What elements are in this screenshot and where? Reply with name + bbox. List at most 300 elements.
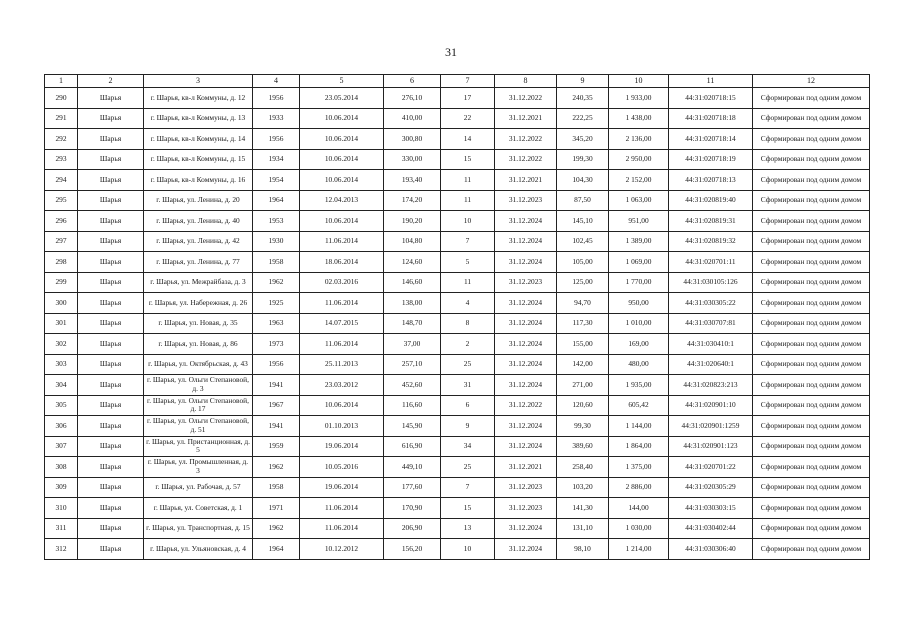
cell-address: г. Шарья, ул. Транспортная, д. 15	[144, 518, 253, 539]
cell-row-number: 308	[45, 457, 78, 478]
cell-address: г. Шарья, ул. Ленина, д. 77	[144, 252, 253, 273]
cell-living-area: 94,70	[557, 293, 609, 314]
table-row	[45, 498, 870, 519]
column-header: 11	[669, 75, 753, 88]
cell-date: 10.06.2014	[300, 170, 384, 191]
cell-area: 616,90	[384, 436, 441, 457]
cell-row-number: 293	[45, 149, 78, 170]
cell-area: 206,90	[384, 518, 441, 539]
cell-address: г. Шарья, ул. Промышленная, д. 3	[144, 457, 253, 478]
cell-area: 177,60	[384, 477, 441, 498]
cell-city: Шарья	[78, 149, 144, 170]
cell-year-built: 1964	[253, 190, 300, 211]
cell-cadastral-number: 44:31:030402:44	[669, 518, 753, 539]
table-header-row	[45, 75, 870, 88]
cell-row-number: 297	[45, 231, 78, 252]
cell-address: г. Шарья, ул. Пристанционная, д. 5	[144, 436, 253, 457]
table-row	[45, 211, 870, 232]
cell-area: 300,80	[384, 129, 441, 150]
cell-city: Шарья	[78, 211, 144, 232]
cell-residents: 7	[441, 231, 495, 252]
cell-deadline: 31.12.2024	[495, 518, 557, 539]
cell-city: Шарья	[78, 272, 144, 293]
cell-land-area: 480,00	[609, 354, 669, 375]
cell-cadastral-number: 44:31:020305:29	[669, 477, 753, 498]
cell-living-area: 145,10	[557, 211, 609, 232]
cell-land-area: 1 214,00	[609, 539, 669, 560]
cell-deadline: 31.12.2024	[495, 354, 557, 375]
cell-row-number: 292	[45, 129, 78, 150]
cell-year-built: 1934	[253, 149, 300, 170]
cell-residents: 10	[441, 539, 495, 560]
cell-city: Шарья	[78, 518, 144, 539]
cell-land-status: Сформирован под одним домом	[753, 477, 870, 498]
cell-city: Шарья	[78, 436, 144, 457]
cell-cadastral-number: 44:31:030707:81	[669, 313, 753, 334]
cell-city: Шарья	[78, 477, 144, 498]
cell-address: г. Шарья, ул. Набережная, д. 26	[144, 293, 253, 314]
cell-land-area: 2 152,00	[609, 170, 669, 191]
cell-living-area: 103,20	[557, 477, 609, 498]
cell-living-area: 389,60	[557, 436, 609, 457]
cell-deadline: 31.12.2022	[495, 395, 557, 416]
cell-date: 10.06.2014	[300, 149, 384, 170]
cell-year-built: 1925	[253, 293, 300, 314]
cell-deadline: 31.12.2024	[495, 313, 557, 334]
cell-city: Шарья	[78, 170, 144, 191]
cell-row-number: 299	[45, 272, 78, 293]
cell-cadastral-number: 44:31:020701:11	[669, 252, 753, 273]
cell-deadline: 31.12.2021	[495, 170, 557, 191]
column-header: 6	[384, 75, 441, 88]
cell-land-area: 1 933,00	[609, 88, 669, 109]
cell-cadastral-number: 44:31:020640:1	[669, 354, 753, 375]
cell-year-built: 1956	[253, 129, 300, 150]
cell-row-number: 311	[45, 518, 78, 539]
table-row	[45, 436, 870, 457]
cell-living-area: 104,30	[557, 170, 609, 191]
cell-date: 19.06.2014	[300, 436, 384, 457]
page-number: 31	[445, 45, 457, 59]
column-header: 9	[557, 75, 609, 88]
cell-address: г. Шарья, ул. Октябрьская, д. 43	[144, 354, 253, 375]
cell-living-area: 105,00	[557, 252, 609, 273]
cell-land-area: 2 886,00	[609, 477, 669, 498]
cell-area: 257,10	[384, 354, 441, 375]
column-header: 8	[495, 75, 557, 88]
cell-living-area: 345,20	[557, 129, 609, 150]
cell-land-area: 605,42	[609, 395, 669, 416]
cell-land-area: 2 950,00	[609, 149, 669, 170]
cell-cadastral-number: 44:31:020718:15	[669, 88, 753, 109]
cell-land-status: Сформирован под одним домом	[753, 539, 870, 560]
cell-land-status: Сформирован под одним домом	[753, 129, 870, 150]
cell-land-status: Сформирован под одним домом	[753, 88, 870, 109]
cell-city: Шарья	[78, 108, 144, 129]
cell-row-number: 306	[45, 416, 78, 437]
table-row	[45, 477, 870, 498]
cell-land-status: Сформирован под одним домом	[753, 334, 870, 355]
column-header: 5	[300, 75, 384, 88]
table-row	[45, 334, 870, 355]
cell-area: 190,20	[384, 211, 441, 232]
cell-row-number: 290	[45, 88, 78, 109]
cell-address: г. Шарья, ул. Советская, д. 1	[144, 498, 253, 519]
cell-deadline: 31.12.2024	[495, 293, 557, 314]
cell-deadline: 31.12.2024	[495, 252, 557, 273]
column-header: 7	[441, 75, 495, 88]
cell-living-area: 258,40	[557, 457, 609, 478]
cell-year-built: 1962	[253, 457, 300, 478]
cell-date: 25.11.2013	[300, 354, 384, 375]
cell-land-status: Сформирован под одним домом	[753, 252, 870, 273]
cell-area: 170,90	[384, 498, 441, 519]
cell-cadastral-number: 44:31:020718:13	[669, 170, 753, 191]
cell-land-area: 1 010,00	[609, 313, 669, 334]
cell-cadastral-number: 44:31:020819:32	[669, 231, 753, 252]
cell-living-area: 131,10	[557, 518, 609, 539]
cell-address: г. Шарья, ул. Межрайбаза, д. 3	[144, 272, 253, 293]
cell-living-area: 117,30	[557, 313, 609, 334]
cell-land-status: Сформирован под одним домом	[753, 190, 870, 211]
cell-area: 104,80	[384, 231, 441, 252]
cell-land-area: 1 935,00	[609, 375, 669, 396]
cell-land-area: 144,00	[609, 498, 669, 519]
cell-residents: 15	[441, 149, 495, 170]
cell-year-built: 1967	[253, 395, 300, 416]
cell-land-status: Сформирован под одним домом	[753, 395, 870, 416]
cell-deadline: 31.12.2021	[495, 108, 557, 129]
cell-area: 148,70	[384, 313, 441, 334]
housing-registry-table	[44, 74, 870, 560]
cell-year-built: 1941	[253, 375, 300, 396]
cell-living-area: 87,50	[557, 190, 609, 211]
cell-area: 138,00	[384, 293, 441, 314]
cell-cadastral-number: 44:31:020819:40	[669, 190, 753, 211]
cell-address: г. Шарья, кв-л Коммуны, д. 13	[144, 108, 253, 129]
cell-land-area: 1 438,00	[609, 108, 669, 129]
cell-date: 11.06.2014	[300, 334, 384, 355]
cell-city: Шарья	[78, 293, 144, 314]
cell-city: Шарья	[78, 395, 144, 416]
cell-year-built: 1941	[253, 416, 300, 437]
cell-living-area: 240,35	[557, 88, 609, 109]
cell-deadline: 31.12.2023	[495, 272, 557, 293]
table-row	[45, 272, 870, 293]
cell-date: 10.06.2014	[300, 211, 384, 232]
cell-city: Шарья	[78, 375, 144, 396]
cell-date: 12.04.2013	[300, 190, 384, 211]
cell-cadastral-number: 44:31:030306:40	[669, 539, 753, 560]
cell-land-status: Сформирован под одним домом	[753, 375, 870, 396]
cell-residents: 6	[441, 395, 495, 416]
cell-deadline: 31.12.2022	[495, 88, 557, 109]
cell-deadline: 31.12.2024	[495, 416, 557, 437]
cell-year-built: 1973	[253, 334, 300, 355]
cell-date: 11.06.2014	[300, 231, 384, 252]
cell-deadline: 31.12.2024	[495, 334, 557, 355]
cell-deadline: 31.12.2024	[495, 436, 557, 457]
cell-address: г. Шарья, кв-л Коммуны, д. 15	[144, 149, 253, 170]
cell-area: 330,00	[384, 149, 441, 170]
table-row	[45, 539, 870, 560]
cell-deadline: 31.12.2024	[495, 539, 557, 560]
cell-living-area: 98,10	[557, 539, 609, 560]
cell-city: Шарья	[78, 334, 144, 355]
cell-land-status: Сформирован под одним домом	[753, 518, 870, 539]
column-header: 2	[78, 75, 144, 88]
cell-land-status: Сформирован под одним домом	[753, 108, 870, 129]
cell-date: 10.12.2012	[300, 539, 384, 560]
cell-deadline: 31.12.2024	[495, 211, 557, 232]
cell-residents: 5	[441, 252, 495, 273]
cell-address: г. Шарья, кв-л Коммуны, д. 16	[144, 170, 253, 191]
cell-deadline: 31.12.2023	[495, 190, 557, 211]
table-row	[45, 293, 870, 314]
cell-address: г. Шарья, ул. Ленина, д. 40	[144, 211, 253, 232]
table-row	[45, 375, 870, 396]
cell-address: г. Шарья, ул. Ольги Степановой, д. 3	[144, 375, 253, 396]
cell-land-area: 1 144,00	[609, 416, 669, 437]
cell-living-area: 199,30	[557, 149, 609, 170]
cell-city: Шарья	[78, 354, 144, 375]
cell-living-area: 222,25	[557, 108, 609, 129]
cell-year-built: 1963	[253, 313, 300, 334]
cell-land-status: Сформирован под одним домом	[753, 149, 870, 170]
cell-area: 145,90	[384, 416, 441, 437]
cell-date: 11.06.2014	[300, 498, 384, 519]
cell-date: 10.06.2014	[300, 395, 384, 416]
cell-city: Шарья	[78, 252, 144, 273]
cell-city: Шарья	[78, 539, 144, 560]
cell-land-area: 1 063,00	[609, 190, 669, 211]
cell-residents: 14	[441, 129, 495, 150]
cell-city: Шарья	[78, 416, 144, 437]
cell-residents: 11	[441, 190, 495, 211]
cell-land-area: 1 389,00	[609, 231, 669, 252]
cell-area: 174,20	[384, 190, 441, 211]
cell-land-status: Сформирован под одним домом	[753, 498, 870, 519]
cell-address: г. Шарья, кв-л Коммуны, д. 14	[144, 129, 253, 150]
cell-date: 19.06.2014	[300, 477, 384, 498]
column-header: 4	[253, 75, 300, 88]
cell-year-built: 1964	[253, 539, 300, 560]
table-row	[45, 354, 870, 375]
cell-cadastral-number: 44:31:020901:1259	[669, 416, 753, 437]
cell-cadastral-number: 44:31:030410:1	[669, 334, 753, 355]
cell-row-number: 302	[45, 334, 78, 355]
cell-area: 124,60	[384, 252, 441, 273]
cell-year-built: 1971	[253, 498, 300, 519]
cell-address: г. Шарья, ул. Рабочая, д. 57	[144, 477, 253, 498]
cell-residents: 7	[441, 477, 495, 498]
cell-cadastral-number: 44:31:020718:18	[669, 108, 753, 129]
cell-area: 193,40	[384, 170, 441, 191]
cell-row-number: 294	[45, 170, 78, 191]
cell-residents: 11	[441, 170, 495, 191]
cell-deadline: 31.12.2021	[495, 457, 557, 478]
cell-cadastral-number: 44:31:020819:31	[669, 211, 753, 232]
cell-cadastral-number: 44:31:020701:22	[669, 457, 753, 478]
cell-area: 276,10	[384, 88, 441, 109]
cell-row-number: 305	[45, 395, 78, 416]
cell-area: 37,00	[384, 334, 441, 355]
cell-city: Шарья	[78, 313, 144, 334]
table-row	[45, 149, 870, 170]
table-row	[45, 88, 870, 109]
cell-row-number: 310	[45, 498, 78, 519]
cell-city: Шарья	[78, 190, 144, 211]
cell-city: Шарья	[78, 129, 144, 150]
cell-date: 01.10.2013	[300, 416, 384, 437]
cell-date: 23.05.2014	[300, 88, 384, 109]
cell-cadastral-number: 44:31:030105:126	[669, 272, 753, 293]
cell-residents: 2	[441, 334, 495, 355]
cell-city: Шарья	[78, 88, 144, 109]
cell-deadline: 31.12.2023	[495, 477, 557, 498]
cell-year-built: 1962	[253, 518, 300, 539]
table-row	[45, 395, 870, 416]
cell-residents: 34	[441, 436, 495, 457]
cell-area: 410,00	[384, 108, 441, 129]
cell-date: 11.06.2014	[300, 518, 384, 539]
table-row	[45, 170, 870, 191]
cell-land-status: Сформирован под одним домом	[753, 231, 870, 252]
cell-land-status: Сформирован под одним домом	[753, 211, 870, 232]
cell-date: 23.03.2012	[300, 375, 384, 396]
cell-residents: 11	[441, 272, 495, 293]
cell-address: г. Шарья, ул. Ольги Степановой, д. 51	[144, 416, 253, 437]
cell-residents: 25	[441, 354, 495, 375]
cell-city: Шарья	[78, 457, 144, 478]
cell-land-status: Сформирован под одним домом	[753, 313, 870, 334]
cell-residents: 9	[441, 416, 495, 437]
cell-deadline: 31.12.2023	[495, 498, 557, 519]
cell-residents: 10	[441, 211, 495, 232]
cell-area: 449,10	[384, 457, 441, 478]
table-row	[45, 518, 870, 539]
cell-date: 10.05.2016	[300, 457, 384, 478]
cell-year-built: 1958	[253, 252, 300, 273]
cell-living-area: 99,30	[557, 416, 609, 437]
table-body	[45, 88, 870, 560]
cell-area: 156,20	[384, 539, 441, 560]
cell-date: 14.07.2015	[300, 313, 384, 334]
cell-address: г. Шарья, ул. Новая, д. 86	[144, 334, 253, 355]
cell-residents: 4	[441, 293, 495, 314]
cell-year-built: 1958	[253, 477, 300, 498]
cell-land-area: 169,00	[609, 334, 669, 355]
cell-cadastral-number: 44:31:020823:213	[669, 375, 753, 396]
column-header: 10	[609, 75, 669, 88]
cell-cadastral-number: 44:31:030303:15	[669, 498, 753, 519]
cell-deadline: 31.12.2022	[495, 129, 557, 150]
cell-row-number: 291	[45, 108, 78, 129]
cell-residents: 13	[441, 518, 495, 539]
cell-cadastral-number: 44:31:020901:10	[669, 395, 753, 416]
cell-living-area: 141,30	[557, 498, 609, 519]
table-row	[45, 313, 870, 334]
cell-row-number: 301	[45, 313, 78, 334]
cell-living-area: 102,45	[557, 231, 609, 252]
cell-city: Шарья	[78, 498, 144, 519]
cell-cadastral-number: 44:31:030305:22	[669, 293, 753, 314]
cell-year-built: 1956	[253, 88, 300, 109]
table-row	[45, 108, 870, 129]
cell-date: 18.06.2014	[300, 252, 384, 273]
cell-row-number: 309	[45, 477, 78, 498]
cell-living-area: 155,00	[557, 334, 609, 355]
cell-land-status: Сформирован под одним домом	[753, 436, 870, 457]
cell-cadastral-number: 44:31:020901:123	[669, 436, 753, 457]
cell-residents: 17	[441, 88, 495, 109]
cell-residents: 22	[441, 108, 495, 129]
cell-land-area: 1 770,00	[609, 272, 669, 293]
cell-land-status: Сформирован под одним домом	[753, 170, 870, 191]
cell-land-area: 2 136,00	[609, 129, 669, 150]
column-header: 3	[144, 75, 253, 88]
cell-residents: 25	[441, 457, 495, 478]
table-row	[45, 129, 870, 150]
cell-row-number: 295	[45, 190, 78, 211]
cell-deadline: 31.12.2024	[495, 231, 557, 252]
cell-living-area: 125,00	[557, 272, 609, 293]
cell-year-built: 1959	[253, 436, 300, 457]
cell-area: 452,60	[384, 375, 441, 396]
cell-area: 116,60	[384, 395, 441, 416]
cell-year-built: 1962	[253, 272, 300, 293]
column-header: 12	[753, 75, 870, 88]
cell-address: г. Шарья, ул. Ленина, д. 20	[144, 190, 253, 211]
cell-year-built: 1956	[253, 354, 300, 375]
cell-deadline: 31.12.2022	[495, 149, 557, 170]
cell-land-area: 1 864,00	[609, 436, 669, 457]
cell-cadastral-number: 44:31:020718:19	[669, 149, 753, 170]
cell-row-number: 312	[45, 539, 78, 560]
cell-row-number: 296	[45, 211, 78, 232]
cell-year-built: 1933	[253, 108, 300, 129]
cell-date: 02.03.2016	[300, 272, 384, 293]
cell-address: г. Шарья, ул. Ленина, д. 42	[144, 231, 253, 252]
cell-living-area: 120,60	[557, 395, 609, 416]
cell-living-area: 142,00	[557, 354, 609, 375]
cell-date: 10.06.2014	[300, 129, 384, 150]
cell-cadastral-number: 44:31:020718:14	[669, 129, 753, 150]
cell-address: г. Шарья, кв-л Коммуны, д. 12	[144, 88, 253, 109]
table-row	[45, 457, 870, 478]
cell-address: г. Шарья, ул. Ольги Степановой, д. 17	[144, 395, 253, 416]
cell-date: 11.06.2014	[300, 293, 384, 314]
cell-land-status: Сформирован под одним домом	[753, 293, 870, 314]
cell-row-number: 300	[45, 293, 78, 314]
cell-land-area: 1 069,00	[609, 252, 669, 273]
cell-row-number: 303	[45, 354, 78, 375]
cell-year-built: 1953	[253, 211, 300, 232]
table-row	[45, 190, 870, 211]
cell-land-area: 1 375,00	[609, 457, 669, 478]
cell-address: г. Шарья, ул. Новая, д. 35	[144, 313, 253, 334]
column-header: 1	[45, 75, 78, 88]
cell-land-area: 1 030,00	[609, 518, 669, 539]
cell-deadline: 31.12.2024	[495, 375, 557, 396]
cell-city: Шарья	[78, 231, 144, 252]
cell-year-built: 1930	[253, 231, 300, 252]
cell-land-area: 950,00	[609, 293, 669, 314]
cell-living-area: 271,00	[557, 375, 609, 396]
cell-land-status: Сформирован под одним домом	[753, 457, 870, 478]
cell-area: 146,60	[384, 272, 441, 293]
cell-year-built: 1954	[253, 170, 300, 191]
